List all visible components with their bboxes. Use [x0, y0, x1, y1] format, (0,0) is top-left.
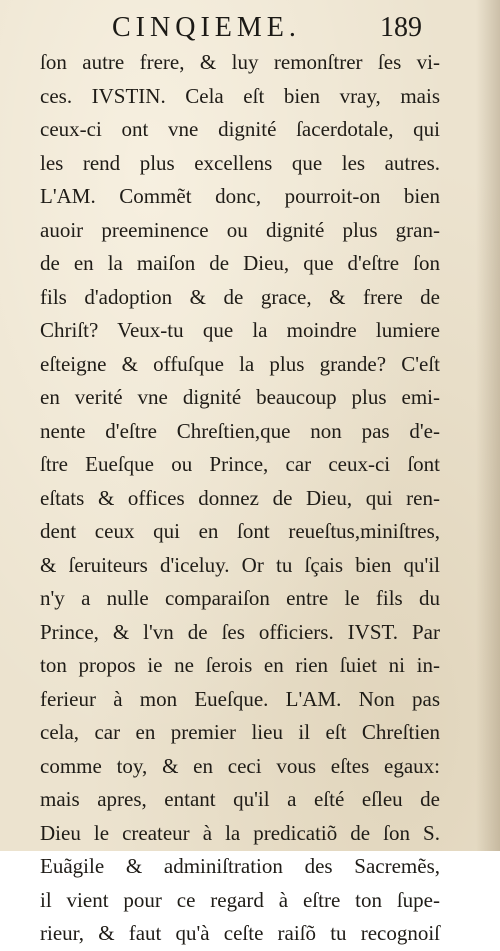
- text-line: auoir preeminence ou dignité plus gran-: [40, 217, 440, 242]
- text-line: fils d'adoption & de grace, & frere de: [40, 284, 440, 309]
- text-line: les rend plus excellens que les autres.: [40, 150, 440, 175]
- text-line: ces. IVSTIN. Cela eſt bien vray, mais: [40, 83, 440, 108]
- text-line: ſon autre frere, & luy remonſtrer ſes vi-: [40, 50, 440, 74]
- text-line: ſtre Eueſque ou Prince, car ceux-ci ſont: [40, 452, 440, 476]
- text-line: Chriſt? Veux-tu que la moindre lumiere: [40, 318, 440, 342]
- text-line: cela, car en premier lieu il eſt Chreſtien: [40, 720, 440, 744]
- text-line: n'y a nulle comparaiſon entre le fils du: [40, 586, 440, 610]
- page-number: 189: [380, 12, 422, 43]
- text-line: mais apres, entant qu'il a eſté eſleu de: [40, 787, 440, 811]
- body-text: [40, 46, 440, 951]
- text-line: ceux-ci ont vne dignité ſacerdotale, qui: [40, 117, 440, 141]
- text-line: de en la maiſon de Dieu, que d'eſtre ſon: [40, 251, 440, 275]
- text-line: eſtats & offices donnez de Dieu, qui ren-: [40, 485, 440, 510]
- text-line: ton propos ie ne ſerois en rien ſuiet ni in-: [40, 653, 440, 677]
- text-line: comme toy, & en ceci vous eſtes egaux:: [40, 753, 440, 778]
- text-line: eſteigne & offuſque la plus grande? C'eſt: [40, 351, 440, 376]
- text-line: dent ceux qui en ſont reueſtus,miniſtres,: [40, 519, 440, 543]
- running-title: CINQIEME.: [112, 12, 301, 43]
- text-line: nente d'eſtre Chreſtien,que non pas d'e-: [40, 418, 440, 443]
- text-line: Prince, & l'vn de ſes officiers. IVST. Par: [40, 619, 440, 644]
- text-line: ferieur à mon Eueſque. L'AM. Non pas: [40, 686, 440, 711]
- text-line: & ſeruiteurs d'iceluy. Or tu ſçais bien qu'il: [40, 552, 440, 577]
- text-line: en verité vne dignité beaucoup plus emi-: [40, 385, 440, 409]
- text-line: rieur, & faut qu'à ceſte raiſõ tu recognoiſ: [40, 921, 440, 945]
- text-line: L'AM. Commẽt donc, pourroit-on bien: [40, 184, 440, 208]
- text-line: il vient pour ce regard à eſtre ton ſupe-: [40, 887, 440, 912]
- text-line: Dieu le createur à la predicatiõ de ſon S.: [40, 820, 440, 845]
- text-line: Euãgile & adminiſtration des Sacremẽs,: [40, 854, 440, 878]
- page-header: [0, 8, 500, 48]
